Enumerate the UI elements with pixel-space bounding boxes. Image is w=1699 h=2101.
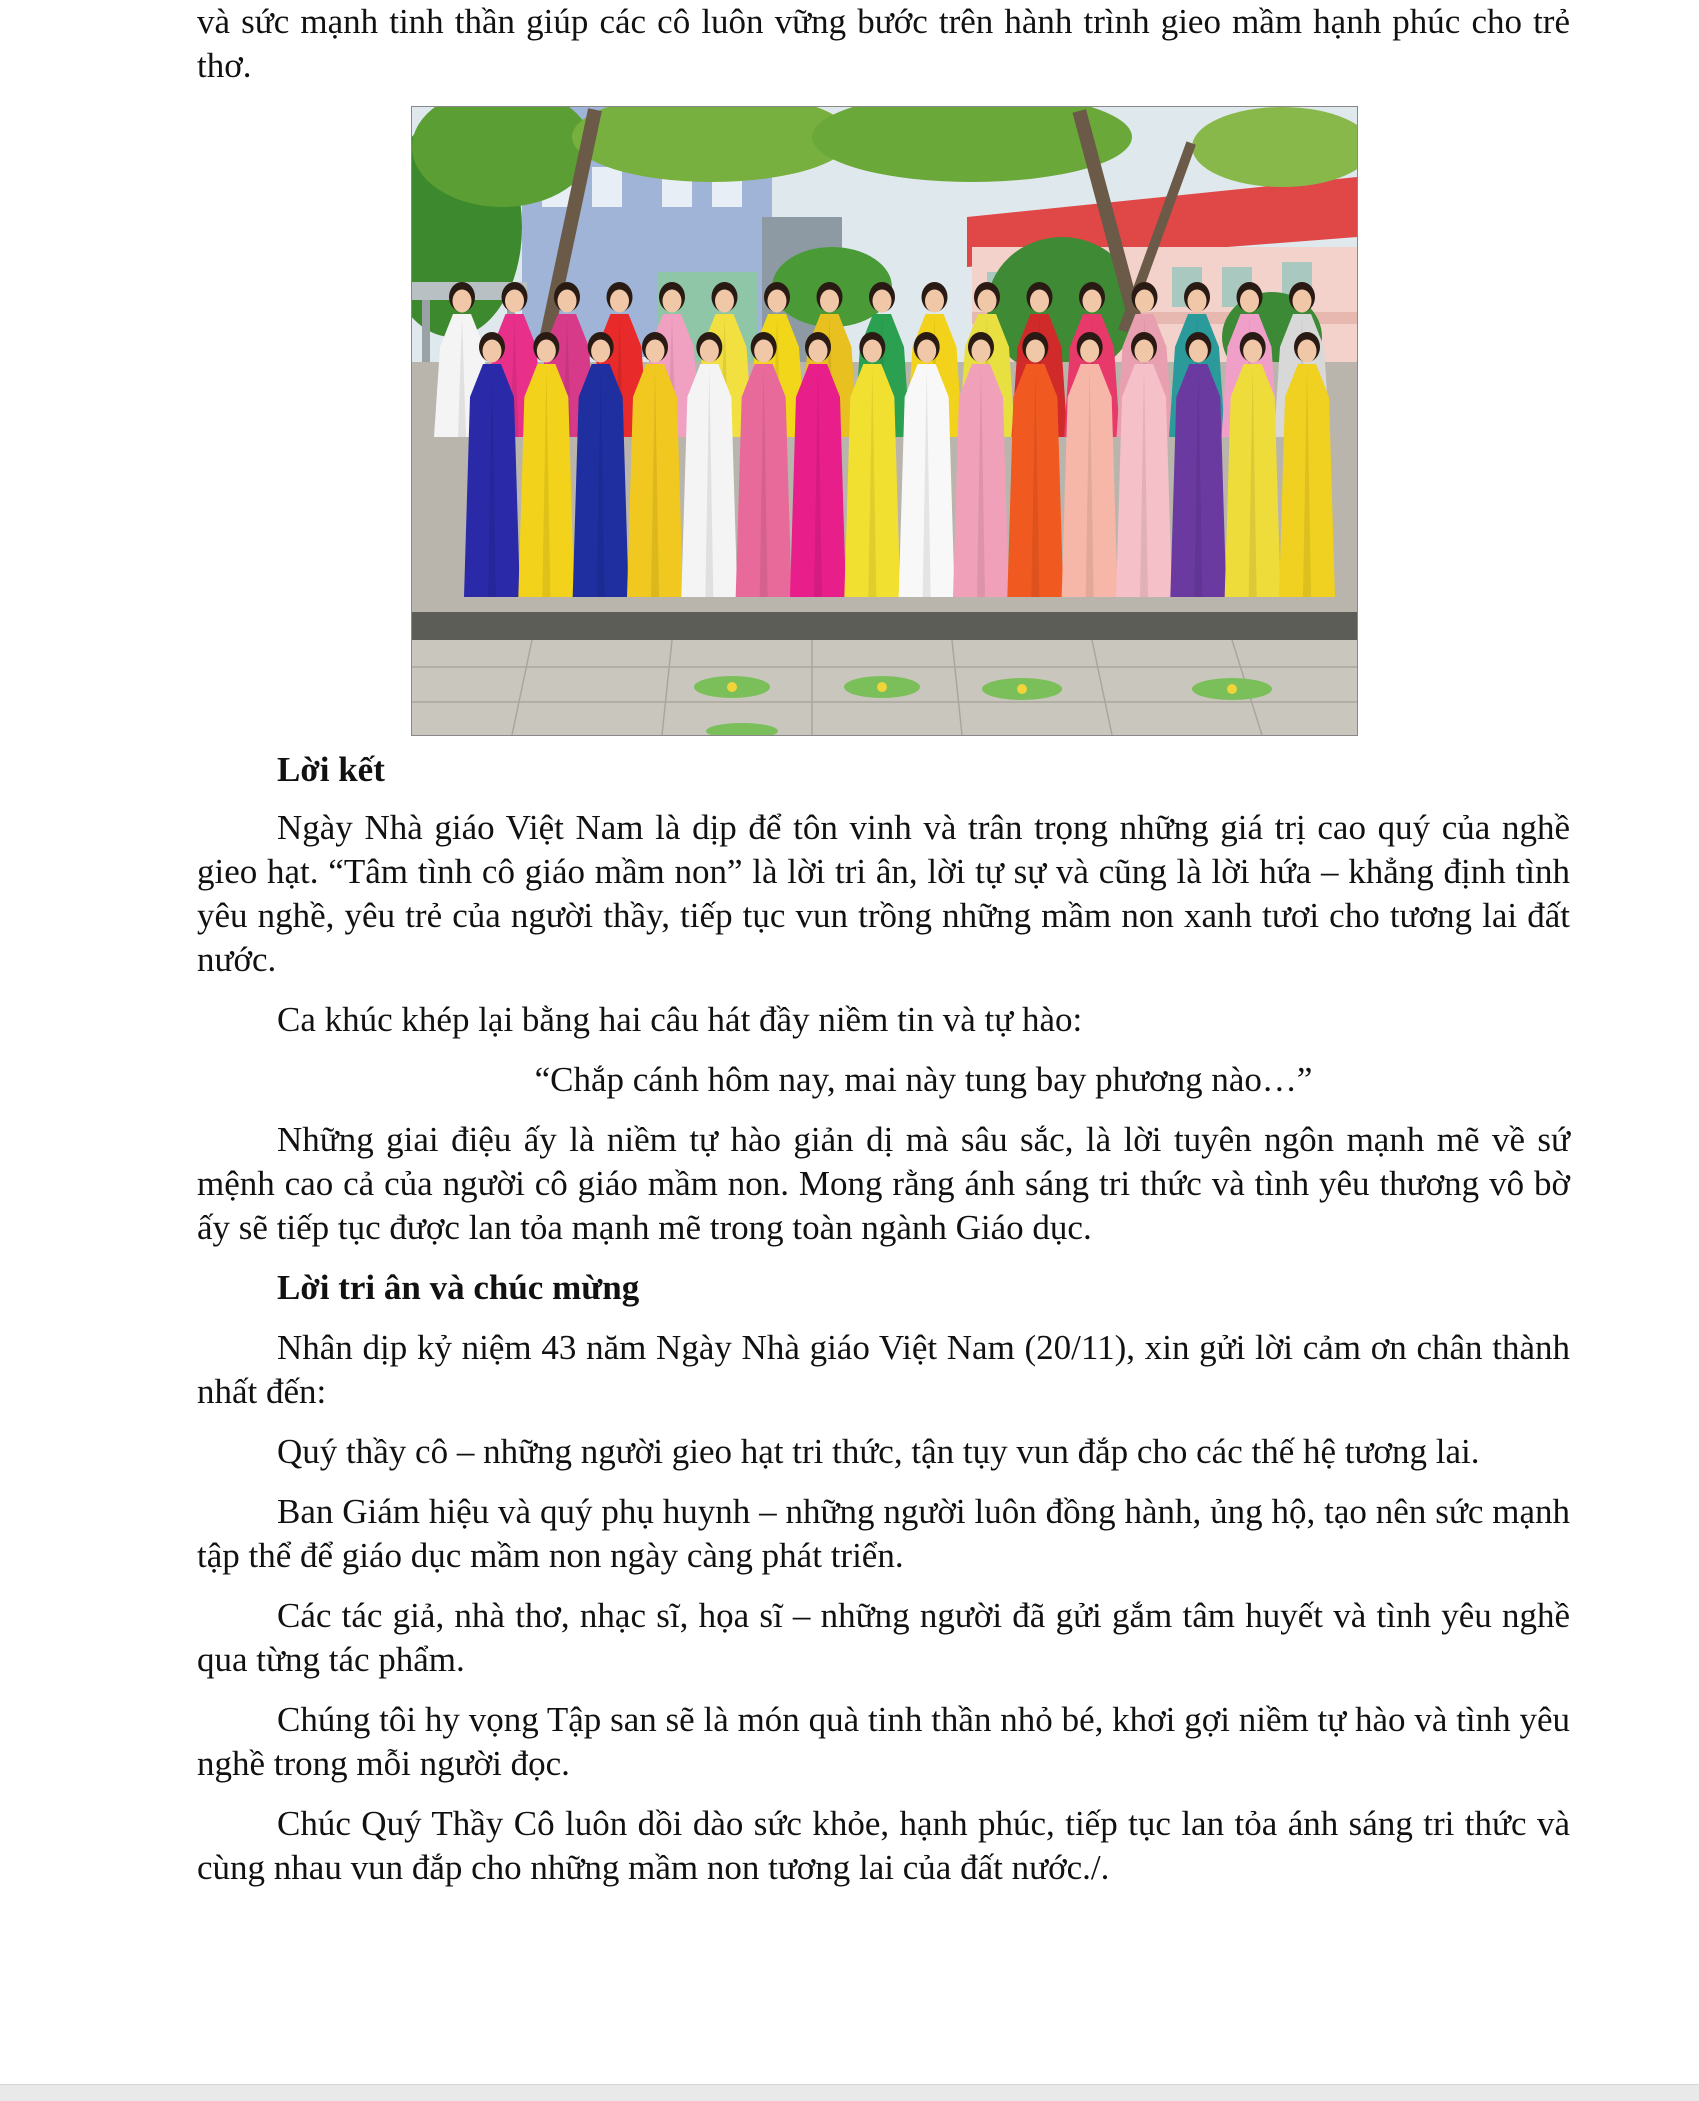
group-photo (411, 106, 1358, 736)
song-quote: “Chắp cánh hôm nay, mai này tung bay phương nào…” (534, 1060, 1313, 1099)
conclusion-paragraph-2: Ca khúc khép lại bằng hai câu hát đầy niềm tin và tự hào: (277, 1000, 1083, 1039)
conclusion-paragraph-1: Ngày Nhà giáo Việt Nam là dịp để tôn vinh và trân trọng những giá trị cao quý của nghề gieo hạt. “Tâm tình cô giáo mầm non” là lời tri ân, lời tự sự và cũng là lời hứa – khẳng định tình yêu nghề, yêu trẻ của người thầy, tiếp tục vun trồng những mầm non xanh tươi cho tương lai đất nước. (197, 808, 1570, 979)
main-text-block (197, 748, 1570, 1890)
intro-block (197, 0, 1570, 88)
page-bottom-edge (0, 2084, 1699, 2101)
group-photo-image (412, 107, 1357, 735)
conclusion-paragraph-3: Những giai điệu ấy là niềm tự hào giản dị mà sâu sắc, là lời tuyên ngôn mạnh mẽ về sứ mệnh cao cả của người cô giáo mầm non. Mong rằng ánh sáng tri thức và tình yêu thương vô bờ ấy sẽ tiếp tục được lan tỏa mạnh mẽ trong toàn ngành Giáo dục. (197, 1120, 1570, 1247)
intro-paragraph: và sức mạnh tinh thần giúp các cô luôn vững bước trên hành trình gieo mầm hạnh phúc cho trẻ thơ. (197, 2, 1570, 85)
heading-thanks: Lời tri ân và chúc mừng (277, 1268, 640, 1307)
thanks-paragraph-1: Nhân dịp kỷ niệm 43 năm Ngày Nhà giáo Việt Nam (20/11), xin gửi lời cảm ơn chân thành nhất đến: (197, 1328, 1570, 1411)
thanks-paragraph-6: Chúc Quý Thầy Cô luôn dồi dào sức khỏe, hạnh phúc, tiếp tục lan tỏa ánh sáng tri thức và cùng nhau vun đắp cho những mầm non tương lai của đất nước./. (197, 1804, 1570, 1887)
thanks-paragraph-3: Ban Giám hiệu và quý phụ huynh – những người luôn đồng hành, ủng hộ, tạo nên sức mạnh tập thể để giáo dục mầm non ngày càng phát triển. (197, 1492, 1570, 1575)
thanks-paragraph-4: Các tác giả, nhà thơ, nhạc sĩ, họa sĩ – những người đã gửi gắm tâm huyết và tình yêu nghề qua từng tác phẩm. (197, 1596, 1570, 1679)
thanks-paragraph-2: Quý thầy cô – những người gieo hạt tri thức, tận tụy vun đắp cho các thế hệ tương lai. (277, 1432, 1480, 1471)
heading-conclusion: Lời kết (277, 750, 385, 789)
thanks-paragraph-5: Chúng tôi hy vọng Tập san sẽ là món quà tinh thần nhỏ bé, khơi gợi niềm tự hào và tình yêu nghề trong mỗi người đọc. (197, 1700, 1570, 1783)
